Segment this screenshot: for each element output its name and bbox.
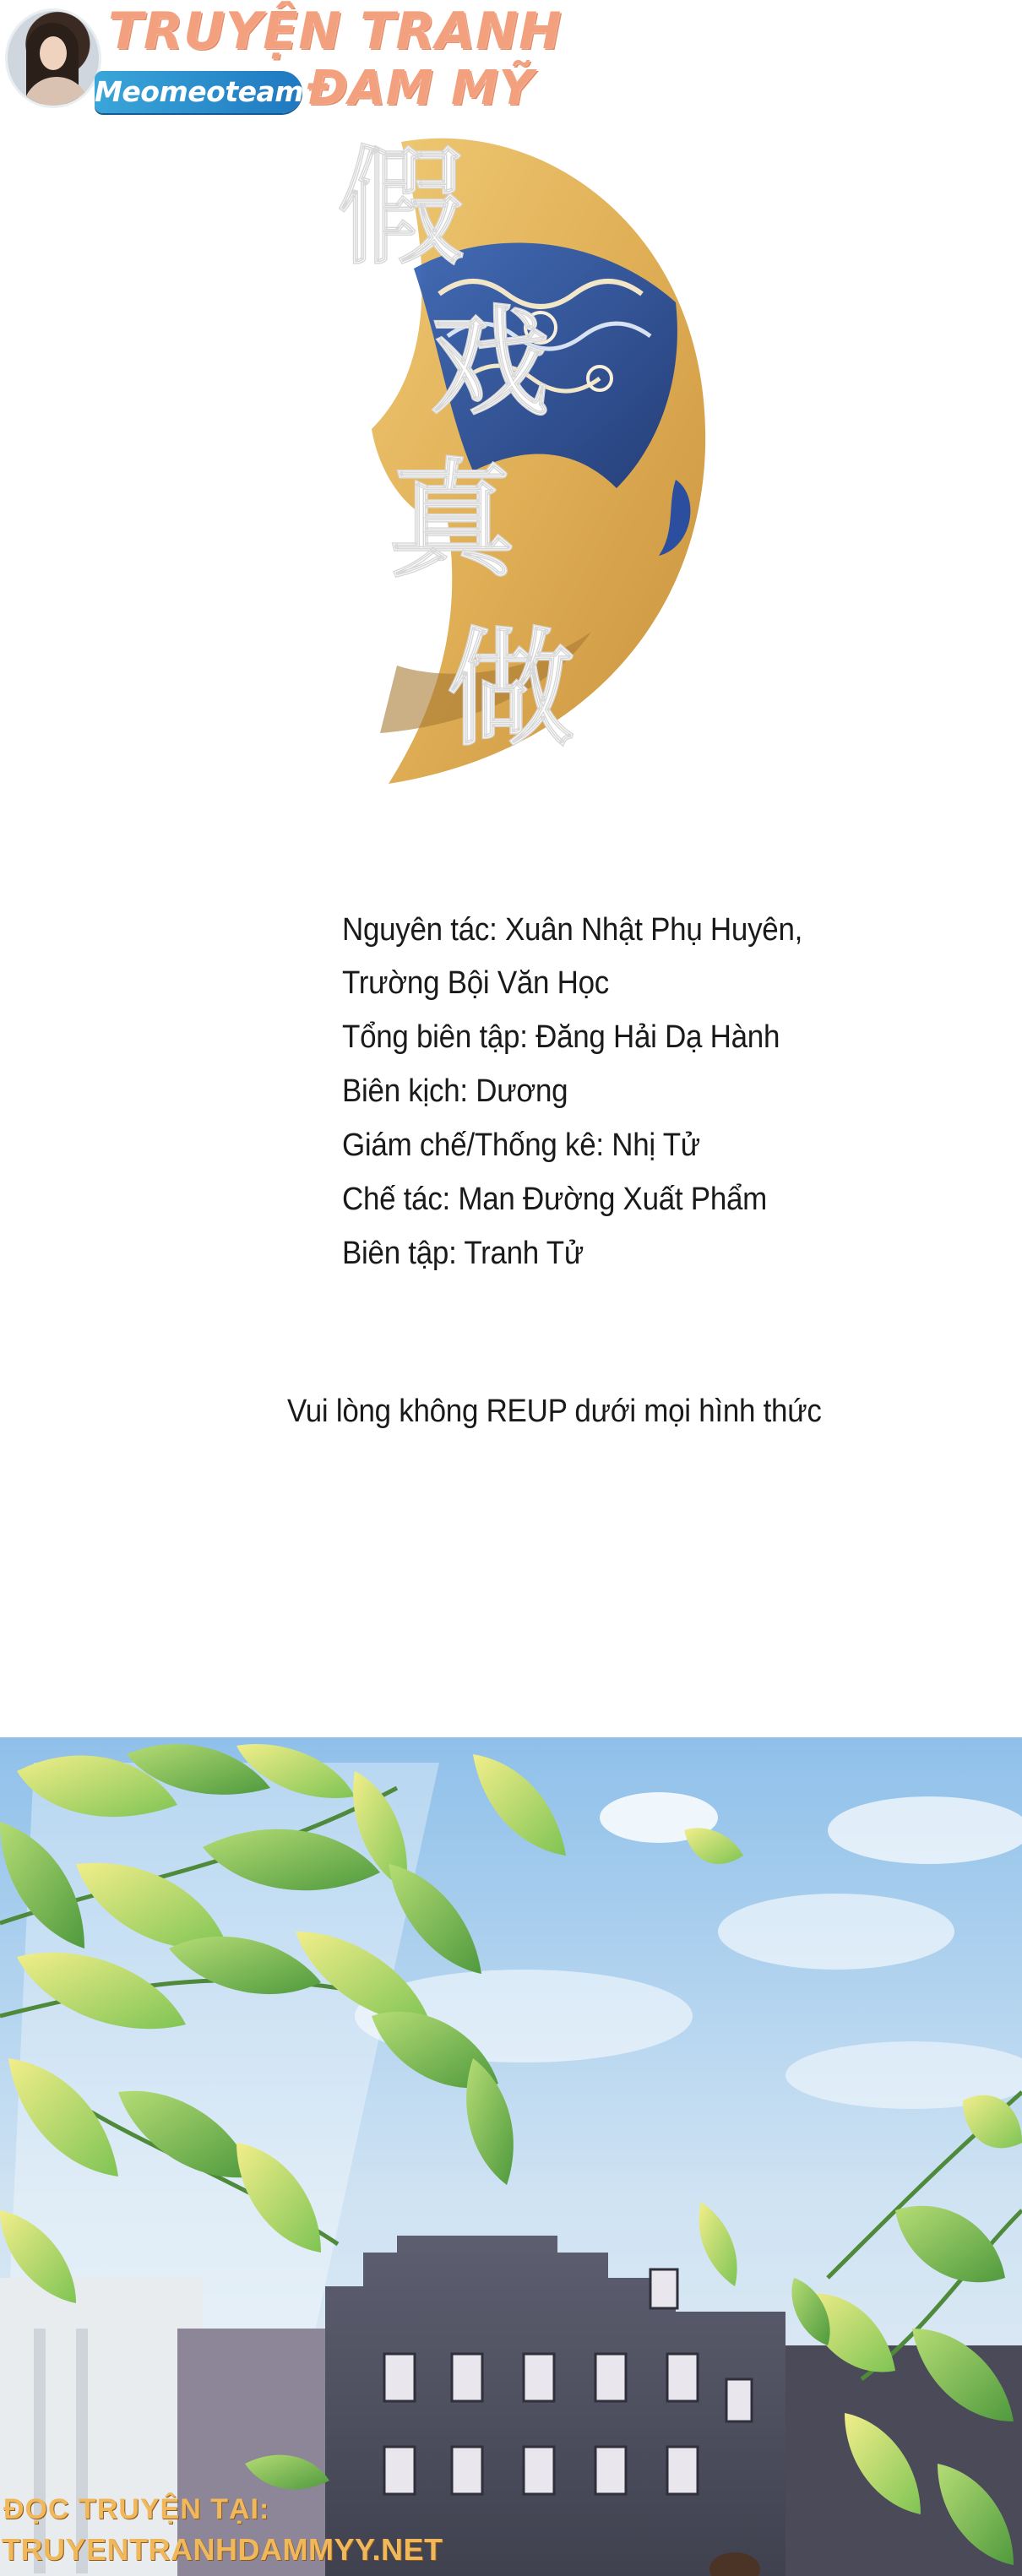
team-avatar xyxy=(5,8,101,108)
logo-char-2: 戏 xyxy=(431,294,550,432)
no-reupload-notice: Vui lòng không REUP dưới mọi hình thức xyxy=(287,1394,822,1429)
team-badge: Meomeoteam xyxy=(95,71,302,113)
credit-line: Biên kịch: Dương xyxy=(342,1073,568,1109)
logo-char-3: 真 xyxy=(389,446,516,595)
logo-char-4: 做 xyxy=(448,615,575,764)
credit-line: Chế tác: Man Đường Xuất Phẩm xyxy=(342,1182,768,1217)
sky-leaves-building-illustration xyxy=(0,1737,1022,2576)
credit-line: Tổng biên tập: Đăng Hải Dạ Hành xyxy=(342,1019,780,1055)
credit-line: Giám chế/Thống kê: Nhị Tử xyxy=(342,1128,700,1163)
brand-title-line2: ĐAM MỸ xyxy=(307,61,535,116)
comic-panel xyxy=(0,1737,1022,2576)
credit-line: Trường Bội Văn Học xyxy=(342,965,609,1001)
logo-char-1: 假 xyxy=(338,133,465,282)
credit-line: Nguyên tác: Xuân Nhật Phụ Huyên, xyxy=(342,912,803,948)
footer-site-link[interactable]: TRUYENTRANHDAMMYY.NET xyxy=(2,2532,443,2567)
footer-read-at: ĐỌC TRUYỆN TẠI: xyxy=(3,2493,270,2525)
title-logo xyxy=(321,125,726,792)
brand-title-line1: TRUYỆN TRANH xyxy=(108,2,563,61)
credit-line: Biên tập: Tranh Tử xyxy=(342,1236,584,1271)
